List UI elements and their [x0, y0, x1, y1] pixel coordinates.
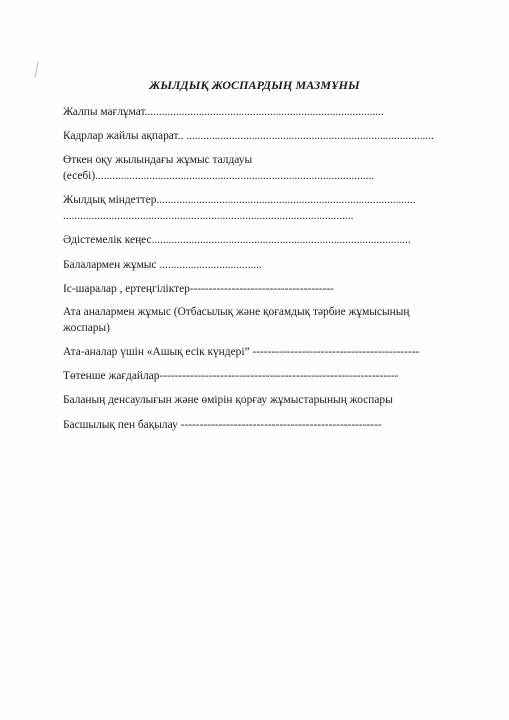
- toc-line-general-info: Жалпы мағлұмат....................................................................................: [63, 106, 384, 118]
- scan-mark: [34, 62, 42, 79]
- toc-line-child-health-plan: Баланың денсаулығын және өмірін қорғау жұмыстарының жоспары: [63, 394, 393, 406]
- toc-line-open-days: Ата-аналар үшін «Ашық есік күндері” --------------------------------------------: [63, 346, 420, 358]
- toc-line-last-year-analysis: Өткен оқу жылындағы жұмыс талдауы: [63, 154, 253, 166]
- toc-line-management-control: Басшылық пен бақылау -----------------------------------------------------: [63, 419, 382, 431]
- toc-line-work-with-children: Балалармен жұмыс ....................................: [63, 259, 262, 271]
- document-title: ЖЫЛДЫҚ ЖОСПАРДЫҢ МАЗМҰНЫ: [149, 78, 360, 92]
- toc-line-staff-info: Кадрлар жайлы ақпарат.. .......................................................................................: [63, 130, 434, 142]
- toc-line-annual-tasks-cont: ......................................................................................................: [63, 210, 354, 222]
- toc-line-last-year-analysis-cont: (есебі)..................................................................................................: [63, 170, 375, 182]
- toc-line-work-with-parents-cont: жоспары): [63, 322, 110, 334]
- toc-line-work-with-parents: Ата аналармен жұмыс (Отбасылық және қоғамдық тәрбие жұмысының: [63, 306, 410, 318]
- toc-line-annual-tasks: Жылдық міндеттер...........................................................................................: [63, 194, 416, 206]
- toc-line-emergencies: Төтенше жағдайлар---------------------------------------------------------------: [63, 370, 399, 382]
- toc-line-events: Іс-шаралар , ертеңгіліктер--------------------------------------: [63, 283, 334, 295]
- toc-line-methodical-council: Әдістемелік кеңес...........................................................................................: [63, 234, 411, 246]
